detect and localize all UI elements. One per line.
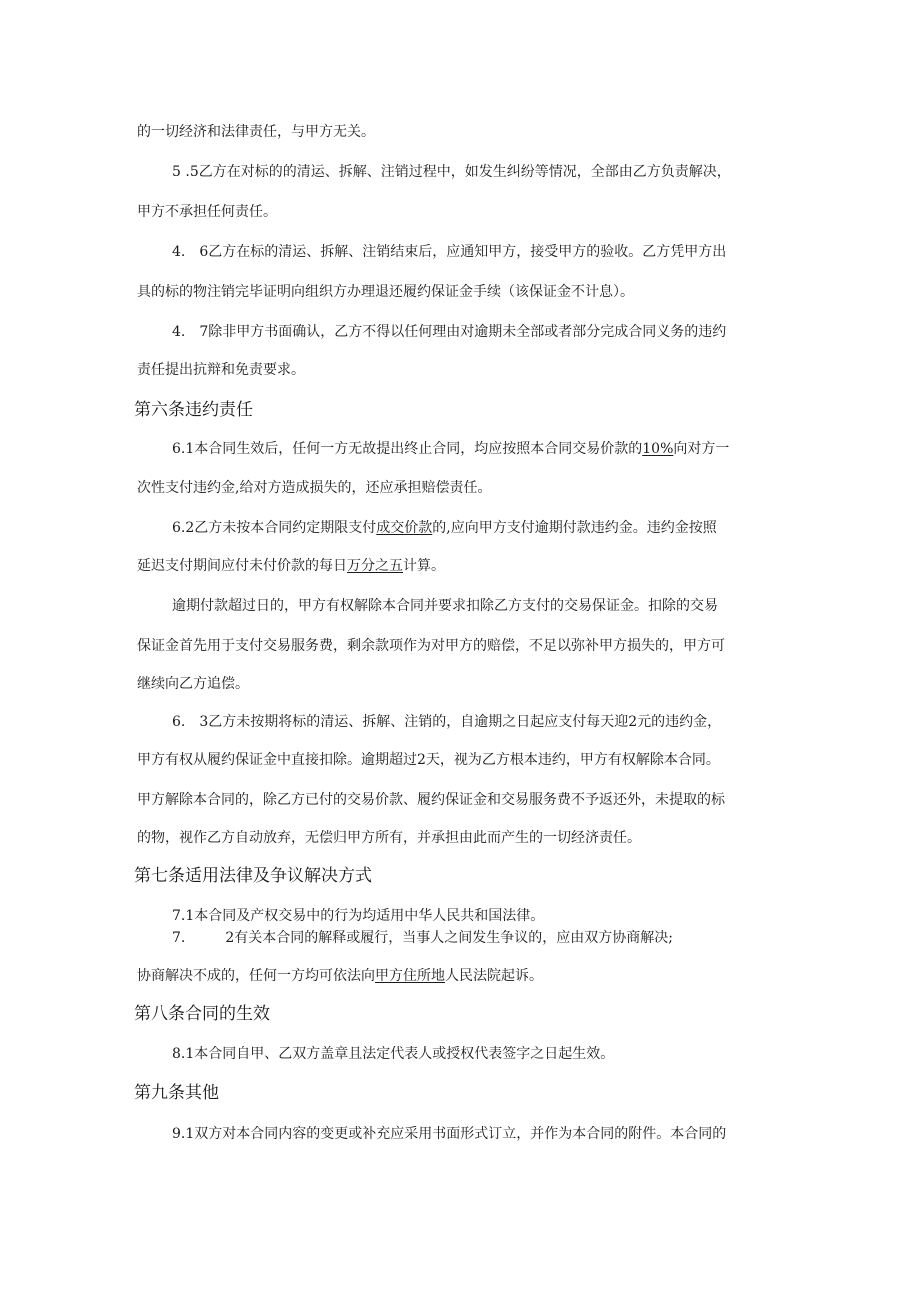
daily-rate-blank: 万分之五 [347,558,403,574]
clause-6-3-line-2: 甲方有权从履约保证金中直接扣除。逾期超过2天，视为乙方根本违约，甲方有权解除本合同。 [137,752,720,768]
clause-8-1: 8.1本合同自甲、乙双方盖章且法定代表人或授权代表签字之日起生效。 [172,1046,615,1062]
clause-9-1-line-1: 9.1双方对本合同内容的变更或补充应采用书面形式订立，并作为本合同的附件。本合同的 [172,1126,727,1142]
clause-6-1-line-2: 次性支付违约金,给对方造成损失的，还应承担赔偿责任。 [137,480,492,496]
clause-7-2-line-2: 协商解决不成的，任何一方均可依法向甲方住所地人民法院起诉。 [137,968,543,984]
clause-4-7-line-1: 4. 7除非甲方书面确认，乙方不得以任何理由对逾期未全部或者部分完成合同义务的违约 [172,324,727,340]
clause-6-2-line-2: 延迟支付期间应付未付价款的每日万分之五计算。 [137,558,445,574]
clause-4-6-line-1: 4. 6乙方在标的清运、拆解、注销结束后，应通知甲方，接受甲方的验收。乙方凭甲方出 [172,244,727,260]
clause-4-7-line-2: 责任提出抗辩和免责要求。 [137,362,305,378]
clause-4-6-line-2: 具的标的物注销完毕证明向组织方办理退还履约保证金手续（该保证金不计息）。 [137,284,634,300]
clause-6-1-line-1: 6.1本合同生效后，任何一方无故提出终止合同，均应按照本合同交易价款的10%向对方一 [172,441,730,457]
overdue-paragraph-line-2: 保证金首先用于支付交易服务费，剩余款项作为对甲方的赔偿，不足以弥补甲方损失的，甲方可 [137,638,725,654]
clause-7-1: 7.1本合同及产权交易中的行为均适用中华人民共和国法律。 [172,908,545,924]
clause-number: 5 [172,164,181,180]
penalty-rate-blank: 10% [642,441,674,457]
article-6-heading: 第六条违约责任 [134,400,253,420]
clause-4-5-line-2: 甲方不承担任何责任。 [137,204,277,220]
clause-number: 4. [172,244,186,260]
clause-number: 4. [172,324,186,340]
clause-4-5-line-1: 5 .5乙方在对标的的清运、拆解、注销过程中，如发生纠纷等情况，全部由乙方负责解决， [172,164,731,180]
court-location-blank: 甲方住所地 [375,968,445,984]
overdue-paragraph-line-1: 逾期付款超过日的，甲方有权解除本合同并要求扣除乙方支付的交易保证金。扣除的交易 [172,598,718,614]
clause-4-4-continuation: 的一切经济和法律责任，与甲方无关。 [137,124,375,140]
article-8-heading: 第八条合同的生效 [134,1004,270,1024]
clause-7-2-line-1: 7. 2有关本合同的解释或履行，当事人之间发生争议的，应由双方协商解决; [172,930,673,946]
clause-6-3-line-1: 6. 3乙方未按期将标的清运、拆解、注销的，自逾期之日起应支付每天迎2元的违约金， [172,714,722,730]
article-9-heading: 第九条其他 [134,1083,219,1103]
price-blank: 成交价款 [376,520,433,536]
clause-6-2-line-1: 6.2乙方未按本合同约定期限支付成交价款的,应向甲方支付逾期付款违约金。违约金按照 [172,520,717,536]
clause-number: 6. [172,714,186,730]
overdue-paragraph-line-3: 继续向乙方追偿。 [137,676,249,692]
clause-number: 7. [172,930,186,946]
article-7-heading: 第七条适用法律及争议解决方式 [134,866,372,886]
clause-6-3-line-3: 甲方解除本合同的，除乙方已付的交易价款、履约保证金和交易服务费不予返还外，未提取的标 [137,792,725,808]
clause-6-3-line-4: 的物，视作乙方自动放弃，无偿归甲方所有，并承担由此而产生的一切经济责任。 [137,830,641,846]
